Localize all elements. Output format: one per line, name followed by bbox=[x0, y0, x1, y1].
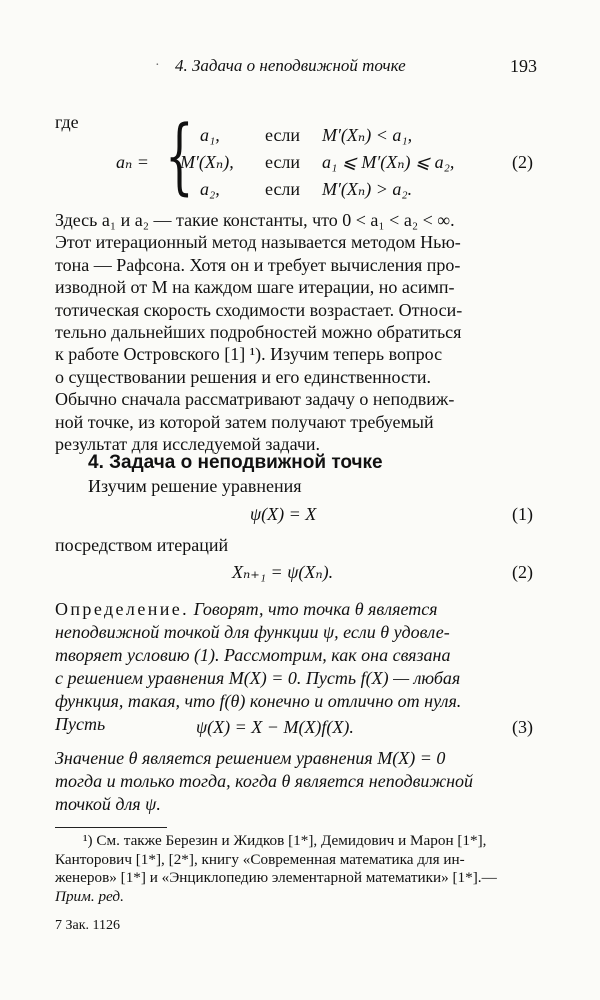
running-header bbox=[0, 50, 600, 80]
case-word-3: если bbox=[265, 179, 301, 199]
section-heading: 4. Задача о неподвижной точке bbox=[88, 452, 383, 473]
case-cond-2: a₁ ⩽ M′(Xₙ) ⩽ a₂, bbox=[322, 152, 455, 172]
equation-number: (2) bbox=[512, 152, 533, 172]
conclusion bbox=[55, 747, 537, 816]
text-line: тельно дальнейших подробностей можно обратиться bbox=[55, 322, 462, 343]
text-line: тотическая скорость сходимости возрастает. Относи- bbox=[55, 299, 463, 320]
footnote-line: Канторович [1*], [2*], книгу «Современная математика для ин- bbox=[55, 850, 465, 868]
text-line: тона — Рафсона. Хотя он и требует вычисления про- bbox=[55, 254, 461, 275]
where-word: где bbox=[55, 112, 79, 132]
definition bbox=[55, 598, 537, 736]
case-word-2: если bbox=[265, 152, 301, 172]
text-line: к работе Островского [1] ¹). Изучим теперь вопрос bbox=[55, 344, 443, 365]
paragraph bbox=[55, 209, 537, 455]
definition-line: Говорят, что точка θ является bbox=[193, 599, 438, 619]
text-line: Здесь a₁ и a₂ — такие константы, что 0 < a₁ < a₂ < ∞. bbox=[55, 210, 455, 230]
definition-line: Пусть bbox=[55, 714, 106, 734]
case-cond-3: M′(Xₙ) > a₂. bbox=[322, 179, 413, 199]
definition-line: творяет условию (1). Рассмотрим, как она связана bbox=[55, 645, 451, 665]
equation-1: ψ(X) = X bbox=[250, 504, 317, 524]
definition-label: Определение. bbox=[55, 599, 190, 619]
text-line: Этот итерационный метод называется методом Нью- bbox=[55, 232, 461, 253]
definition-line: неподвижной точкой для функции ψ, если θ удовле- bbox=[55, 622, 450, 642]
equation-2: Xₙ₊₁ = ψ(Xₙ). bbox=[232, 562, 334, 582]
equation-3: ψ(X) = X − M(X)f(X). bbox=[196, 717, 354, 737]
text-line: о существовании решения и его единственности. bbox=[55, 366, 431, 387]
case-word-1: если bbox=[265, 125, 301, 145]
definition-line: с решением уравнения M(X) = 0. Пусть f(X) — любая bbox=[55, 668, 461, 688]
equation-1-number: (1) bbox=[512, 504, 533, 524]
left-brace: { bbox=[165, 109, 194, 204]
iteration-text: посредством итераций bbox=[55, 535, 229, 555]
text-line: Обычно сначала рассматривают задачу о неподвиж- bbox=[55, 389, 455, 410]
text-line: изводной от M на каждом шаге итерации, но асимп- bbox=[55, 277, 455, 298]
text-line: результат для исследуемой задачи. bbox=[55, 434, 321, 455]
conclusion-line: тогда и только тогда, когда θ является неподвижной bbox=[55, 771, 474, 791]
case-cond-1: M′(Xₙ) < a₁, bbox=[322, 125, 413, 145]
footnote-line: женеров» [1*] и «Энциклопедию элементарной математики» [1*].— bbox=[55, 869, 497, 886]
intro-text: Изучим решение уравнения bbox=[88, 476, 302, 496]
header-mark: · bbox=[155, 58, 160, 73]
footnote-rule bbox=[55, 827, 167, 828]
page-number: 193 bbox=[510, 56, 537, 76]
running-title: 4. Задача о неподвижной точке bbox=[175, 56, 406, 75]
equation-2-number: (2) bbox=[512, 562, 533, 582]
case-value-3: a₂, bbox=[200, 179, 220, 199]
case-value-2: M′(Xₙ), bbox=[180, 152, 234, 172]
definition-line: функция, такая, что f(θ) конечно и отлично от нуля. bbox=[55, 691, 462, 711]
footnote-line: ¹) См. также Березин и Жидков [1*], Демидович и Марон [1*], bbox=[83, 832, 487, 849]
equation-3-number: (3) bbox=[512, 717, 533, 737]
footnote bbox=[55, 832, 535, 906]
text-line: ной точке, из которой затем получают требуемый bbox=[55, 411, 434, 432]
definition-first-line bbox=[55, 598, 537, 621]
conclusion-line: точкой для ψ. bbox=[55, 794, 161, 814]
footnote-line: Прим. ред. bbox=[55, 887, 124, 905]
equation-lhs: aₙ = bbox=[116, 152, 149, 172]
case-value-1: a₁, bbox=[200, 125, 220, 145]
printer-signature: 7 Зак. 1126 bbox=[55, 918, 121, 933]
conclusion-line: Значение θ является решением уравнения M(X) = 0 bbox=[55, 748, 446, 768]
